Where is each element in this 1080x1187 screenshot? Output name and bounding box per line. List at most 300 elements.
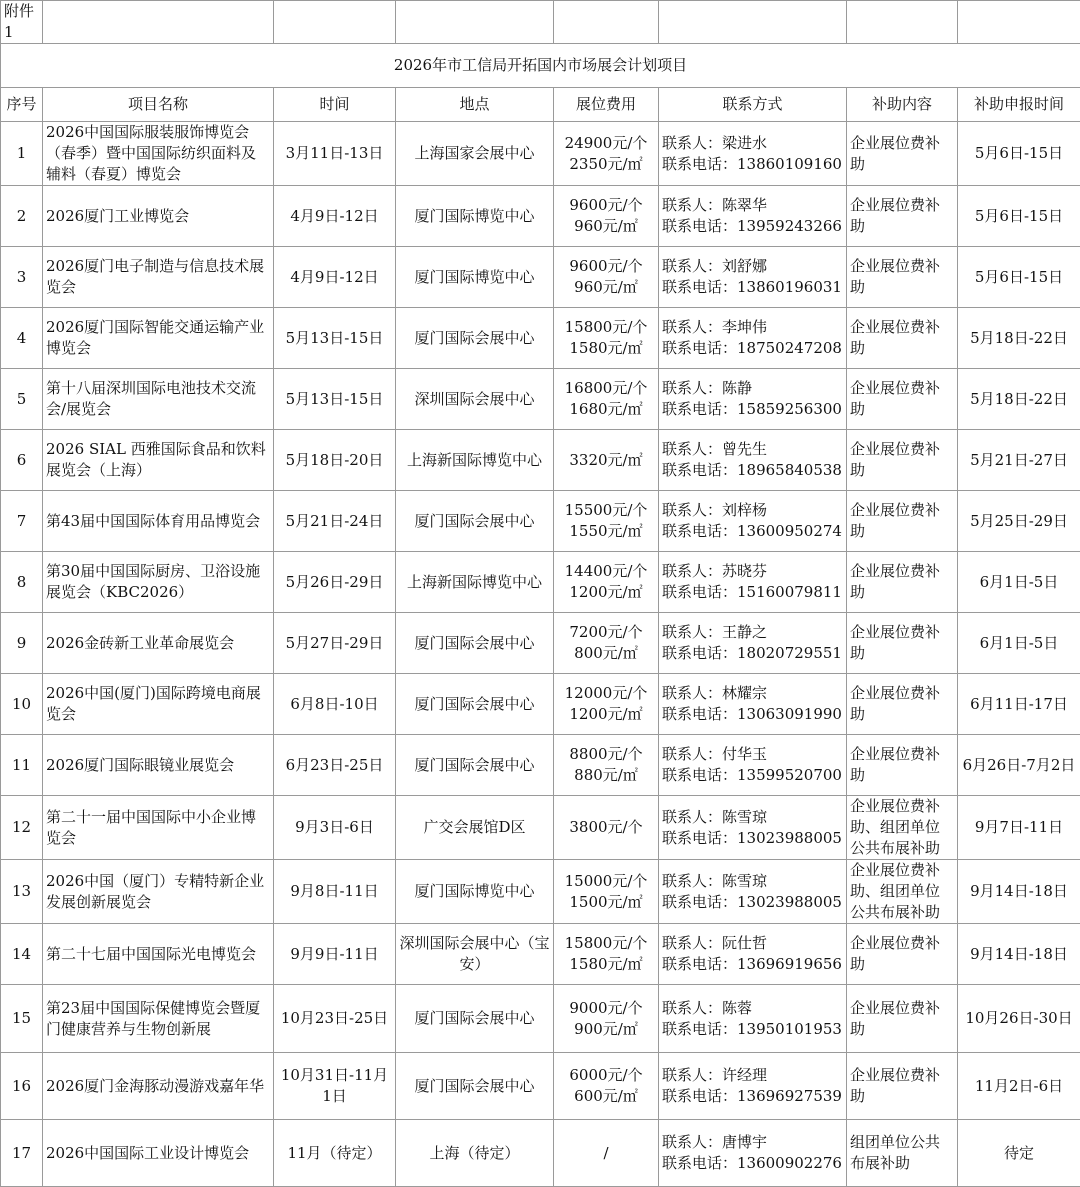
cell-time[interactable] [274, 491, 396, 552]
table-row [1, 674, 1080, 735]
cell-fee-text: 9600元/个 [569, 196, 642, 214]
cell-subsidy-text: 企业展位费补助 [850, 257, 940, 296]
cell-subsidy-text: 企业展位费补助 [850, 934, 940, 973]
cell-fee-text: 15800元/个 [565, 934, 648, 952]
cell-time[interactable] [274, 247, 396, 308]
cell-no[interactable] [1, 552, 43, 613]
cell-contact-text: 联系电话：13950101953 [662, 1020, 842, 1038]
cell-apply-time[interactable] [958, 613, 1080, 674]
cell-contact[interactable] [659, 369, 847, 430]
cell-project-name[interactable] [43, 924, 274, 985]
cell-subsidy[interactable] [847, 122, 958, 186]
cell-place[interactable] [396, 985, 554, 1053]
cell-time[interactable] [274, 186, 396, 247]
cell-project-name[interactable] [43, 860, 274, 924]
cell-fee-text: 1500元/㎡ [569, 893, 642, 911]
empty-cell[interactable] [396, 1, 554, 44]
cell-time[interactable] [274, 613, 396, 674]
cell-place[interactable] [396, 122, 554, 186]
cell-apply-time-text: 5月6日-15日 [975, 144, 1063, 162]
cell-fee[interactable] [554, 186, 659, 247]
cell-fee-text: 15800元/个 [565, 318, 648, 336]
cell-time[interactable] [274, 369, 396, 430]
table-row [1, 735, 1080, 796]
cell-no[interactable] [1, 796, 43, 860]
cell-subsidy-text: 企业展位费补助 [850, 1066, 940, 1105]
cell-apply-time-text: 9月7日-11日 [975, 818, 1063, 836]
cell-contact[interactable] [659, 860, 847, 924]
cell-time-text: 5月13日-15日 [286, 390, 384, 408]
cell-project-name-text: 2026厦门国际智能交通运输产业博览会 [46, 318, 264, 357]
cell-place-text: 厦门国际会展中心 [414, 329, 534, 347]
cell-apply-time[interactable] [958, 308, 1080, 369]
cell-time[interactable] [274, 674, 396, 735]
table-title[interactable]: 2026年市工信局开拓国内市场展会计划项目 [1, 44, 1080, 88]
cell-apply-time[interactable] [958, 1053, 1080, 1120]
header-subsidy[interactable]: 补助内容 [847, 88, 958, 122]
empty-cell[interactable] [43, 1, 274, 44]
cell-apply-time[interactable] [958, 247, 1080, 308]
cell-contact-text: 联系电话：13600950274 [662, 522, 842, 540]
cell-apply-time[interactable] [958, 924, 1080, 985]
cell-project-name-text: 2026金砖新工业革命展览会 [46, 634, 234, 652]
cell-no-text: 11 [12, 756, 31, 774]
cell-contact-text: 联系电话：13860109160 [662, 155, 842, 173]
cell-place[interactable] [396, 735, 554, 796]
cell-no[interactable] [1, 613, 43, 674]
cell-apply-time[interactable] [958, 491, 1080, 552]
cell-fee-text: 900元/㎡ [574, 1020, 638, 1038]
cell-apply-time[interactable] [958, 122, 1080, 186]
cell-fee-text: 6000元/个 [569, 1066, 642, 1084]
cell-subsidy[interactable] [847, 674, 958, 735]
cell-contact-text: 联系人：刘舒娜 [662, 257, 767, 275]
cell-contact-text: 联系电话：13860196031 [662, 278, 842, 296]
cell-fee-text: 880元/㎡ [574, 766, 638, 784]
cell-place-text: 厦门国际会展中心 [414, 756, 534, 774]
cell-time-text: 3月11日-13日 [286, 144, 384, 162]
cell-contact[interactable] [659, 985, 847, 1053]
cell-no[interactable] [1, 674, 43, 735]
attachment-label[interactable]: 附件1 [1, 1, 43, 44]
cell-time-text: 5月27日-29日 [286, 634, 384, 652]
cell-apply-time-text: 5月6日-15日 [975, 268, 1063, 286]
cell-apply-time-text: 5月21日-27日 [970, 451, 1068, 469]
cell-time-text: 5月13日-15日 [286, 329, 384, 347]
cell-time[interactable] [274, 430, 396, 491]
cell-fee-text: 14400元/个 [565, 562, 648, 580]
cell-project-name[interactable] [43, 985, 274, 1053]
cell-apply-time[interactable] [958, 430, 1080, 491]
cell-contact[interactable] [659, 186, 847, 247]
cell-subsidy[interactable] [847, 735, 958, 796]
cell-time-text: 5月18日-20日 [286, 451, 384, 469]
table-row [1, 186, 1080, 247]
cell-place[interactable] [396, 796, 554, 860]
table-row [1, 985, 1080, 1053]
cell-place[interactable] [396, 491, 554, 552]
header-fee[interactable]: 展位费用 [554, 88, 659, 122]
title-row [1, 44, 1080, 88]
cell-no-text: 4 [17, 329, 27, 347]
cell-subsidy[interactable] [847, 924, 958, 985]
cell-contact-text: 联系人：付华玉 [662, 745, 767, 763]
cell-place[interactable] [396, 1053, 554, 1120]
cell-fee-text: 1580元/㎡ [569, 955, 642, 973]
cell-project-name[interactable] [43, 247, 274, 308]
cell-place[interactable] [396, 1120, 554, 1187]
cell-apply-time[interactable] [958, 186, 1080, 247]
cell-project-name[interactable] [43, 122, 274, 186]
cell-place-text: 厦门国际会展中心 [414, 634, 534, 652]
cell-contact-text: 联系人：刘梓杨 [662, 501, 767, 519]
cell-fee-text: / [603, 1144, 608, 1162]
empty-cell[interactable] [274, 1, 396, 44]
cell-apply-time[interactable] [958, 552, 1080, 613]
cell-project-name[interactable] [43, 613, 274, 674]
cell-fee[interactable] [554, 613, 659, 674]
table-row [1, 1120, 1080, 1187]
cell-contact-text: 联系人：王静之 [662, 623, 767, 641]
cell-subsidy-text: 企业展位费补助 [850, 745, 940, 784]
cell-fee-text: 15000元/个 [565, 872, 648, 890]
cell-place[interactable] [396, 924, 554, 985]
cell-fee-text: 3320元/㎡ [569, 451, 642, 469]
empty-cell[interactable] [554, 1, 659, 44]
cell-fee[interactable] [554, 924, 659, 985]
table-row [1, 247, 1080, 308]
cell-no[interactable] [1, 860, 43, 924]
cell-contact-text: 联系人：林耀宗 [662, 684, 767, 702]
cell-project-name-text: 第十八届深圳国际电池技术交流会/展览会 [46, 379, 256, 418]
cell-place-text: 深圳国际会展中心（宝安） [399, 934, 549, 973]
cell-contact-text: 联系电话：13959243266 [662, 217, 842, 235]
cell-subsidy-text: 企业展位费补助 [850, 684, 940, 723]
cell-contact-text: 联系人：陈雪琼 [662, 872, 767, 890]
cell-contact[interactable] [659, 491, 847, 552]
table-row [1, 308, 1080, 369]
cell-place-text: 厦门国际博览中心 [414, 268, 534, 286]
cell-apply-time[interactable] [958, 1120, 1080, 1187]
empty-cell[interactable] [847, 1, 958, 44]
cell-project-name[interactable] [43, 674, 274, 735]
cell-time-text: 6月23日-25日 [286, 756, 384, 774]
cell-fee-text: 16800元/个 [565, 379, 648, 397]
cell-time[interactable] [274, 122, 396, 186]
cell-no[interactable] [1, 186, 43, 247]
cell-project-name-text: 第43届中国国际体育用品博览会 [46, 512, 260, 530]
cell-contact[interactable] [659, 308, 847, 369]
cell-place-text: 厦门国际会展中心 [414, 512, 534, 530]
table-row [1, 122, 1080, 186]
cell-no[interactable] [1, 122, 43, 186]
cell-subsidy-text: 企业展位费补助 [850, 562, 940, 601]
header-no[interactable]: 序号 [1, 88, 43, 122]
cell-fee[interactable] [554, 430, 659, 491]
cell-subsidy[interactable] [847, 1053, 958, 1120]
cell-subsidy[interactable] [847, 1120, 958, 1187]
cell-subsidy[interactable] [847, 247, 958, 308]
cell-fee-text: 1580元/㎡ [569, 339, 642, 357]
cell-fee-text: 960元/㎡ [574, 278, 638, 296]
cell-time-text: 9月9日-11日 [290, 945, 378, 963]
cell-project-name[interactable] [43, 1053, 274, 1120]
cell-subsidy[interactable] [847, 796, 958, 860]
cell-contact[interactable] [659, 1120, 847, 1187]
table-row [1, 369, 1080, 430]
cell-contact[interactable] [659, 247, 847, 308]
empty-cell[interactable] [958, 1, 1080, 44]
cell-project-name[interactable] [43, 430, 274, 491]
cell-subsidy[interactable] [847, 186, 958, 247]
cell-subsidy-text: 企业展位费补助 [850, 134, 940, 173]
cell-place[interactable] [396, 674, 554, 735]
cell-fee-text: 1680元/㎡ [569, 400, 642, 418]
cell-fee[interactable] [554, 122, 659, 186]
cell-fee[interactable] [554, 1120, 659, 1187]
cell-no-text: 5 [17, 390, 27, 408]
cell-time[interactable] [274, 1120, 396, 1187]
header-name[interactable]: 项目名称 [43, 88, 274, 122]
cell-apply-time-text: 5月18日-22日 [970, 329, 1068, 347]
cell-place-text: 上海新国际博览中心 [407, 451, 542, 469]
cell-subsidy-text: 企业展位费补助 [850, 501, 940, 540]
cell-time-text: 5月26日-29日 [286, 573, 384, 591]
cell-fee[interactable] [554, 796, 659, 860]
cell-project-name[interactable] [43, 735, 274, 796]
cell-place-text: 广交会展馆D区 [423, 818, 525, 836]
cell-no[interactable] [1, 1053, 43, 1120]
cell-fee-text: 1550元/㎡ [569, 522, 642, 540]
cell-no-text: 6 [17, 451, 27, 469]
cell-time[interactable] [274, 796, 396, 860]
cell-no[interactable] [1, 985, 43, 1053]
cell-project-name[interactable] [43, 1120, 274, 1187]
cell-apply-time-text: 待定 [1004, 1144, 1034, 1162]
cell-contact[interactable] [659, 796, 847, 860]
empty-cell[interactable] [659, 1, 847, 44]
cell-contact-text: 联系人：许经理 [662, 1066, 767, 1084]
cell-no-text: 12 [12, 818, 31, 836]
table-row [1, 924, 1080, 985]
cell-fee[interactable] [554, 369, 659, 430]
cell-subsidy[interactable] [847, 860, 958, 924]
cell-fee-text: 1200元/㎡ [569, 583, 642, 601]
cell-no[interactable] [1, 924, 43, 985]
cell-fee[interactable] [554, 247, 659, 308]
cell-contact-text: 联系人：苏晓芬 [662, 562, 767, 580]
cell-contact[interactable] [659, 122, 847, 186]
cell-fee[interactable] [554, 1053, 659, 1120]
cell-project-name-text: 2026中国（厦门）专精特新企业发展创新展览会 [46, 872, 264, 911]
cell-fee-text: 9000元/个 [569, 999, 642, 1017]
cell-place[interactable] [396, 247, 554, 308]
cell-contact[interactable] [659, 613, 847, 674]
table-row [1, 860, 1080, 924]
cell-place[interactable] [396, 186, 554, 247]
cell-subsidy[interactable] [847, 308, 958, 369]
cell-fee[interactable] [554, 552, 659, 613]
cell-subsidy-text: 企业展位费补助、组团单位公共布展补助 [850, 797, 940, 857]
cell-apply-time[interactable] [958, 735, 1080, 796]
cell-place-text: 深圳国际会展中心 [414, 390, 534, 408]
cell-place-text: 厦门国际会展中心 [414, 1077, 534, 1095]
cell-fee-text: 12000元/个 [565, 684, 648, 702]
cell-no[interactable] [1, 1120, 43, 1187]
cell-project-name-text: 2026中国(厦门)国际跨境电商展览会 [46, 684, 261, 723]
cell-place[interactable] [396, 860, 554, 924]
cell-contact-text: 联系电话：13696919656 [662, 955, 842, 973]
cell-contact-text: 联系人：唐博宇 [662, 1133, 767, 1151]
cell-time-text: 9月8日-11日 [290, 882, 378, 900]
cell-contact[interactable] [659, 924, 847, 985]
cell-place[interactable] [396, 430, 554, 491]
cell-subsidy-text: 企业展位费补助 [850, 196, 940, 235]
cell-no-text: 17 [12, 1144, 31, 1162]
cell-time-text: 5月21日-24日 [286, 512, 384, 530]
cell-fee-text: 3800元/个 [569, 818, 642, 836]
header-apply-time[interactable]: 补助申报时间 [958, 88, 1080, 122]
table-row [1, 1053, 1080, 1120]
cell-time[interactable] [274, 924, 396, 985]
cell-no[interactable] [1, 735, 43, 796]
cell-fee[interactable] [554, 985, 659, 1053]
cell-no-text: 2 [17, 207, 27, 225]
cell-contact-text: 联系人：陈雪琼 [662, 808, 767, 826]
cell-place[interactable] [396, 369, 554, 430]
cell-subsidy[interactable] [847, 613, 958, 674]
cell-place-text: 厦门国际会展中心 [414, 1009, 534, 1027]
cell-contact-text: 联系人：梁进水 [662, 134, 767, 152]
cell-project-name[interactable] [43, 552, 274, 613]
cell-project-name-text: 2026中国国际服装服饰博览会（春季）暨中国国际纺织面料及辅料（春夏）博览会 [46, 123, 256, 183]
cell-subsidy[interactable] [847, 552, 958, 613]
cell-time[interactable] [274, 735, 396, 796]
cell-no-text: 14 [12, 945, 31, 963]
cell-time[interactable] [274, 308, 396, 369]
cell-contact[interactable] [659, 430, 847, 491]
cell-fee[interactable] [554, 674, 659, 735]
cell-contact-text: 联系人：李坤伟 [662, 318, 767, 336]
cell-contact[interactable] [659, 552, 847, 613]
cell-time[interactable] [274, 860, 396, 924]
cell-no[interactable] [1, 430, 43, 491]
cell-subsidy-text: 企业展位费补助 [850, 623, 940, 662]
cell-fee-text: 15500元/个 [565, 501, 648, 519]
cell-contact[interactable] [659, 735, 847, 796]
cell-place[interactable] [396, 308, 554, 369]
cell-time[interactable] [274, 552, 396, 613]
cell-subsidy[interactable] [847, 491, 958, 552]
table-row [1, 552, 1080, 613]
header-time[interactable]: 时间 [274, 88, 396, 122]
cell-no[interactable] [1, 308, 43, 369]
cell-time-text: 4月9日-12日 [290, 207, 378, 225]
cell-no-text: 9 [17, 634, 27, 652]
cell-fee-text: 960元/㎡ [574, 217, 638, 235]
cell-subsidy-text: 企业展位费补助 [850, 999, 940, 1038]
table-row [1, 613, 1080, 674]
cell-subsidy-text: 组团单位公共布展补助 [850, 1133, 940, 1172]
cell-fee[interactable] [554, 860, 659, 924]
cell-subsidy-text: 企业展位费补助、组团单位公共布展补助 [850, 861, 940, 921]
header-contact[interactable]: 联系方式 [659, 88, 847, 122]
cell-place[interactable] [396, 552, 554, 613]
cell-project-name-text: 第二十一届中国国际中小企业博览会 [46, 808, 256, 847]
cell-apply-time[interactable] [958, 369, 1080, 430]
cell-contact[interactable] [659, 674, 847, 735]
cell-no-text: 13 [12, 882, 31, 900]
cell-apply-time[interactable] [958, 674, 1080, 735]
cell-fee[interactable] [554, 308, 659, 369]
cell-fee[interactable] [554, 491, 659, 552]
cell-no-text: 16 [12, 1077, 31, 1095]
table-row [1, 491, 1080, 552]
cell-no[interactable] [1, 369, 43, 430]
cell-project-name[interactable] [43, 796, 274, 860]
cell-project-name-text: 2026厦门金海豚动漫游戏嘉年华 [46, 1077, 264, 1095]
cell-project-name-text: 2026厦门电子制造与信息技术展览会 [46, 257, 264, 296]
cell-time-text: 9月3日-6日 [295, 818, 374, 836]
cell-apply-time-text: 5月18日-22日 [970, 390, 1068, 408]
cell-subsidy[interactable] [847, 369, 958, 430]
header-place[interactable]: 地点 [396, 88, 554, 122]
cell-subsidy-text: 企业展位费补助 [850, 318, 940, 357]
cell-subsidy[interactable] [847, 430, 958, 491]
cell-contact-text: 联系人：陈翠华 [662, 196, 767, 214]
header-row [1, 88, 1080, 122]
cell-apply-time-text: 6月26日-7月2日 [963, 756, 1076, 774]
cell-contact-text: 联系电话：15859256300 [662, 400, 842, 418]
cell-fee-text: 24900元/个 [565, 134, 648, 152]
cell-no[interactable] [1, 491, 43, 552]
cell-apply-time-text: 10月26日-30日 [965, 1009, 1072, 1027]
cell-contact-text: 联系人：曾先生 [662, 440, 767, 458]
cell-fee-text: 600元/㎡ [574, 1087, 638, 1105]
cell-time[interactable] [274, 1053, 396, 1120]
cell-time[interactable] [274, 985, 396, 1053]
cell-project-name-text: 2026厦门国际眼镜业展览会 [46, 756, 234, 774]
cell-fee[interactable] [554, 735, 659, 796]
cell-contact[interactable] [659, 1053, 847, 1120]
cell-no-text: 15 [12, 1009, 31, 1027]
cell-project-name-text: 第30届中国国际厨房、卫浴设施展览会（KBC2026） [46, 562, 260, 601]
cell-contact-text: 联系人：陈蓉 [662, 999, 752, 1017]
cell-apply-time-text: 5月6日-15日 [975, 207, 1063, 225]
cell-fee-text: 8800元/个 [569, 745, 642, 763]
cell-contact-text: 联系电话：15160079811 [662, 583, 842, 601]
cell-place[interactable] [396, 613, 554, 674]
cell-project-name[interactable] [43, 491, 274, 552]
cell-contact-text: 联系电话：13063091990 [662, 705, 842, 723]
cell-contact-text: 联系人：陈静 [662, 379, 752, 397]
cell-contact-text: 联系电话：18965840538 [662, 461, 842, 479]
cell-subsidy[interactable] [847, 985, 958, 1053]
cell-apply-time[interactable] [958, 860, 1080, 924]
cell-project-name[interactable] [43, 369, 274, 430]
cell-project-name-text: 第二十七届中国国际光电博览会 [46, 945, 256, 963]
cell-no-text: 3 [17, 268, 27, 286]
cell-project-name[interactable] [43, 308, 274, 369]
cell-apply-time[interactable] [958, 796, 1080, 860]
cell-subsidy-text: 企业展位费补助 [850, 440, 940, 479]
cell-project-name[interactable] [43, 186, 274, 247]
cell-no-text: 10 [12, 695, 31, 713]
cell-project-name-text: 2026中国国际工业设计博览会 [46, 1144, 249, 1162]
cell-no[interactable] [1, 247, 43, 308]
cell-apply-time[interactable] [958, 985, 1080, 1053]
cell-contact-text: 联系电话：13023988005 [662, 893, 842, 911]
